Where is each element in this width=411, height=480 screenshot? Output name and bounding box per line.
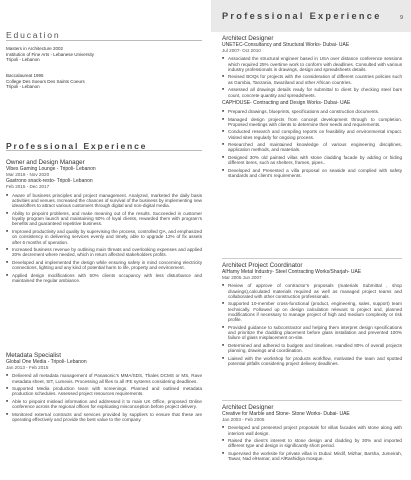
role-title: Architect Designer	[222, 35, 274, 42]
role-date: Jul 2007- Oct 2010	[222, 48, 261, 53]
role-title: Metadata Specialist	[6, 352, 61, 359]
page-number: 9	[400, 15, 404, 21]
role-architect-project-coordinator	[222, 262, 402, 369]
list-item: ■ Monitored external contracts and services provided by suppliers to ensure that these are operating effectively and provide the best value to the company.	[6, 412, 202, 423]
role-bullets	[222, 425, 402, 461]
list-item: ■ Supported Media production team with screenings. Planned and outlined metadata production schedules. Assessed project resources requirements.	[6, 386, 202, 397]
education-heading: Education	[6, 30, 61, 40]
role-title: Architect Project Coordinator	[222, 262, 303, 269]
list-item: ■ Determined and adhered to budgets and timelines. Handled 80% of overall projects planning, drawings and coordination.	[222, 343, 402, 354]
experience-heading: Professional Experience	[6, 141, 148, 151]
list-item: ■ Prepared drawings, blueprints, specifications and construction documents.	[222, 109, 402, 114]
list-item: ■ Applied design modifications with 50% clients occupancy with less disturbance and maintained the regular ambiance.	[6, 273, 202, 284]
role-organization: Gastrono snack-resto- Tripoli- Lebanon	[6, 178, 93, 185]
list-item: ■ Supervised the worksite for private villas in Dubai: Mirdif, Mizhar, Barsha, Jumeirah, Tawar, Nad elHamar, and AlRashidiya mosque.	[222, 451, 402, 462]
list-item: ■ Supported 10-member cross-functional (product, engineering, sales, support) team technically. Followed up on design calculation relevant to project and, planned modifications if necessary to manage project of high and medium complexity or risk profile.	[222, 301, 402, 322]
role-organization: AlHamy Metal Industry- Steel Contracting Works/Sharjah- UAE	[222, 269, 362, 275]
list-item: ■ Developed and presented project proposals for villas facades with stone along with interiors wall design.	[222, 425, 402, 436]
role-date: Mar 2005 Jun 2007	[222, 275, 262, 280]
role-architect-designer-creative	[222, 404, 402, 464]
education-divider	[6, 40, 202, 41]
list-item: ■ Conducted research and compiling reports on feasibility and environmental impact. Visited sites regularly for ongoing process.	[222, 129, 402, 140]
list-item: ■ Delivered all metadata management of Panasonic’s MMA/SDS, Thales DCMS or MS, Rave metadata sheet, SIT, Lumexis. Processing all files to all IFE systems considering deadlines.	[6, 373, 202, 384]
role-bullets	[222, 109, 402, 178]
list-item: ■ Aware of business principles and project management. Analyzed, marketed the daily basis activities and venues. Increased the chances of survival of the business by implementing new ideas/offers to attract various customers through digital and non-digital media.	[6, 193, 202, 209]
education-institution: College Des Soeurs Des Saints Coeurs	[6, 78, 85, 84]
list-item: ■ Raised the client’s interest to stone design and cladding by 30% and imported different type and design in significantly short period.	[222, 438, 402, 449]
role-date: Jan 2003 - Feb 2005	[222, 417, 265, 422]
role-bullets	[6, 373, 202, 422]
role-bullets	[222, 283, 402, 366]
list-item: ■ Designed 30% old painted villas with stone cladding facade by adding or hiding different items, such as shelters, frames, pipes..	[222, 155, 402, 166]
role-title: Owner and Design Manager	[6, 159, 85, 166]
list-item: ■ Developed and implemented the design while ensuring safety in mind concerning electricity connections, lighting and any kind of potential harm to life, property and environment.	[6, 260, 202, 271]
list-item: ■ Associated the structural engineer based in USA over distance conference sessions which required 25% overtime work to conform with deadlines. Consulted with various industry professionals in drawings, design and spreadsheets details.	[222, 56, 402, 72]
education-institution: Institution of Fine Arts - Lebanese University	[6, 51, 95, 57]
role-date: Jan 2013 - Feb 2015	[6, 365, 49, 370]
role-date: Feb 2015 - Dec 2017	[6, 184, 50, 190]
role-organization: UNETEC-Consultancy and Structural Works- Dubai- UAE	[222, 42, 350, 48]
page-title: Professional Experience	[222, 11, 382, 21]
role-owner-design-manager	[6, 159, 202, 285]
role-bullets	[222, 56, 402, 97]
list-item: ■ Review of approve of contractor’s proposals (materials Submittal , shop drawings),calculated materials required as well as managed project teams and collaborated with other construction professionals.	[222, 283, 402, 299]
section-divider	[222, 258, 402, 259]
list-item: ■ Assessed all drawings details ready for submittal to client by checking steel bars count, concrete quantity and spreadsheets.	[222, 87, 402, 98]
list-item: ■ Liaised with the workshop for products workflow, motivated the team and spotted potential pitfalls considering project delivery deadlines.	[222, 356, 402, 367]
education-degree: Masters in Architecture 2002	[6, 46, 64, 51]
section-divider	[222, 400, 402, 401]
role-metadata-specialist	[6, 352, 202, 425]
list-item: ■ Researched and maintained knowledge of various engineering disciplines, application methods, and materials.	[222, 142, 402, 153]
education-location: Tripoli - Lebanon	[6, 84, 40, 90]
role-title: Architect Designer	[222, 404, 274, 411]
role-bullets	[6, 193, 202, 283]
role-organization: Global One Media - Tripoli- Lebanon	[6, 359, 87, 365]
education-entry	[6, 46, 202, 63]
list-item: ■ Improved productivity and quality by supervising the process, controlled QA, and emphasized on consistency in delivering services evenly and timely, able to upgrade 12% of fix assets after 6 months of operation.	[6, 229, 202, 245]
role-organization: Creative for Marble and Stone- Stone Works- Dubai- UAE	[222, 411, 350, 417]
role-organization: Vibes Gaming Lounge - Tripoli- Lebanon	[6, 166, 96, 172]
role-architect-designer-unetec	[222, 35, 402, 180]
list-item: ■ Provided guidance to subcontractor and helping them interpret design specifications and prioritize the cladding placement before glass installation and prevented 100% failure of glass misplacement on-site.	[222, 325, 402, 341]
education-location: Tripoli - Lebanon	[6, 57, 40, 63]
list-item: ■ Able to pinpoint mislead information and addressed it to main UK Office, proposed Online conference across the regional offices for explicating misconception before project delivery.	[6, 399, 202, 410]
experience-divider	[6, 150, 202, 151]
list-item: ■ Developed and Presented a villa proposal on seaside and complied with safety standards and client’s requirements.	[222, 168, 402, 179]
list-item: ■ Managed design projects from concept development through to completion. Proposed meetings with clients to determine their needs and requirements.	[222, 117, 402, 128]
list-item: ■ Revised BOQs for projects with the consideration of different countries policies such as Gambia, Tanzania, Swaziland and other African countries.	[222, 74, 402, 85]
list-item: ■ Increased business revenue by outlining main threats and overlooking expenses and applied 20% decrement where needed, which in return affected stakeholders profits.	[6, 247, 202, 258]
sub-company-heading: CAPHOUSE- Contracting and Design Works- Dubai- UAE	[222, 100, 351, 107]
education-degree: Baccalaureat 1995	[6, 73, 44, 78]
role-date: Mar 2018 - Nov 2020	[6, 172, 50, 177]
education-entry	[6, 73, 202, 90]
list-item: ■ Ability to pinpoint problems, and make meaning out of the results. Succeeded in customer loyalty program launch and maintaining 50% of loyal clients, rewarded them with program’s benefits and guaranteed repetitive business.	[6, 211, 202, 227]
